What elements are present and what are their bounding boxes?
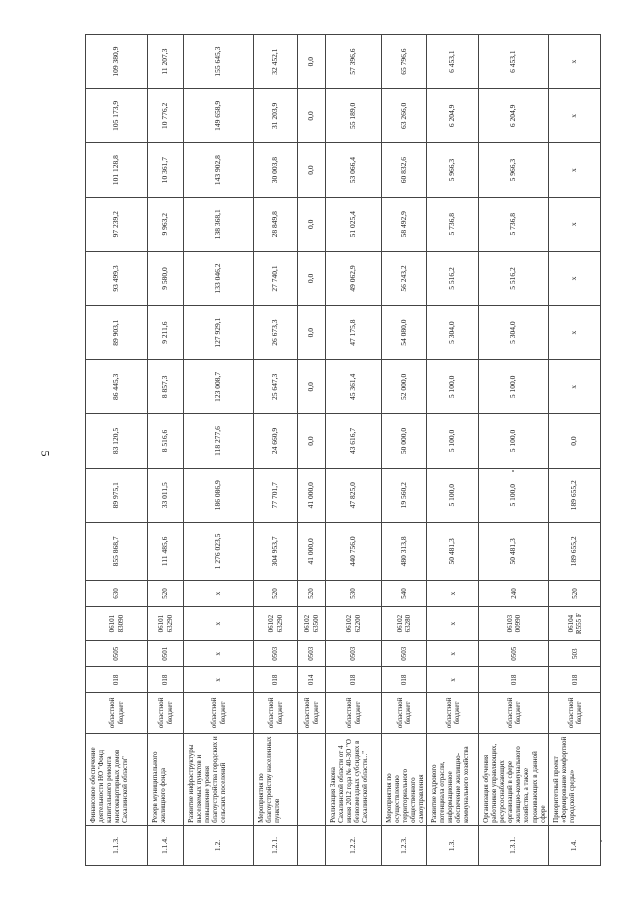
total-cell: 41 000,0 — [298, 522, 326, 580]
y2022-cell: 0,0 — [298, 35, 326, 89]
csr-code: x — [427, 607, 479, 641]
y2021-cell: 10 776,2 — [148, 89, 184, 143]
y2017-cell: 0,0 — [298, 306, 326, 360]
y2021-cell: x — [549, 89, 601, 143]
grbs-code: 018 — [549, 667, 601, 693]
y2021-cell: 6 204,9 — [427, 89, 479, 143]
csr-code: 06101 63290 — [148, 607, 184, 641]
vr-code: 520 — [254, 581, 298, 607]
y2015-cell: 118 277,6 — [184, 414, 254, 468]
budget-table-rotated — [85, 34, 583, 866]
row-index: 1.2. — [184, 825, 254, 865]
row-name: Развитие кадрового потенциала отрасли, информационное обеспечение жилищно-коммунального хозяйства — [427, 733, 479, 825]
y2014-cell: 89 975,1 — [86, 468, 148, 522]
y2022-cell: 57 396,6 — [326, 35, 382, 89]
rzpr-code: 0503 — [298, 641, 326, 667]
row-index: 1.1.3. — [86, 825, 148, 865]
y2014-cell: 5 100,0 — [427, 468, 479, 522]
y2019-cell: 138 368,1 — [184, 197, 254, 251]
row-index: 1.4. — [549, 825, 601, 865]
row-name — [298, 733, 326, 825]
y2015-cell: 24 660,9 — [254, 414, 298, 468]
y2019-cell: 58 492,9 — [382, 197, 427, 251]
table-row — [184, 35, 254, 866]
y2020-cell: 53 066,4 — [326, 143, 382, 197]
y2018-cell: 56 243,2 — [382, 251, 427, 305]
total-cell: 189 655,2 — [549, 522, 601, 580]
y2015-cell: 43 616,7 — [326, 414, 382, 468]
y2016-cell: x — [549, 360, 601, 414]
row-name: Мероприятия по осуществлению территориального общественного самоуправления — [382, 733, 427, 825]
y2021-cell: 31 203,9 — [254, 89, 298, 143]
y2022-cell: 155 645,3 — [184, 35, 254, 89]
y2020-cell: 143 902,8 — [184, 143, 254, 197]
table-row — [148, 35, 184, 866]
row-name: Организация обучения работников управляющих, ресурсоснабжающих организаций в сфере жилищно-коммунального хозяйства, а также проживающих в данной сфере — [479, 733, 549, 825]
y2016-cell: 5 100,0 — [427, 360, 479, 414]
y2021-cell: 55 189,0 — [326, 89, 382, 143]
y2018-cell: 27 740,1 — [254, 251, 298, 305]
row-index: 1.3.1. — [479, 825, 549, 865]
total-cell: 111 485,6 — [148, 522, 184, 580]
y2022-cell: 11 207,3 — [148, 35, 184, 89]
y2020-cell: 30 003,8 — [254, 143, 298, 197]
row-index — [298, 825, 326, 865]
vr-code: 520 — [549, 581, 601, 607]
table-row — [86, 35, 148, 866]
row-index: 1.2.3. — [382, 825, 427, 865]
csr-code: 06102 63280 — [382, 607, 427, 641]
rzpr-code: 0505 — [86, 641, 148, 667]
y2019-cell: 97 239,2 — [86, 197, 148, 251]
rzpr-code: x — [427, 641, 479, 667]
budget-table — [85, 34, 601, 866]
vr-code: 630 — [86, 581, 148, 607]
y2020-cell: 60 832,6 — [382, 143, 427, 197]
row-index: 1.1.4. — [148, 825, 184, 865]
funding-source: областной бюджет — [254, 693, 298, 733]
y2015-cell: 5 100,0 — [479, 414, 549, 468]
rzpr-code: 0503 — [382, 641, 427, 667]
csr-code: 06103 00990 — [479, 607, 549, 641]
row-name: Мероприятия по благоустройству населенных пунктов — [254, 733, 298, 825]
vr-code: x — [427, 581, 479, 607]
rzpr-code: 0505 — [479, 641, 549, 667]
y2019-cell: x — [549, 197, 601, 251]
y2014-cell: 5 100,0 — [479, 468, 549, 522]
csr-code: 06102 62200 — [326, 607, 382, 641]
csr-code: x — [184, 607, 254, 641]
y2015-cell: 83 120,5 — [86, 414, 148, 468]
y2022-cell: 6 453,1 — [479, 35, 549, 89]
y2020-cell: 101 128,8 — [86, 143, 148, 197]
rzpr-code: 0501 — [148, 641, 184, 667]
y2017-cell: 9 211,6 — [148, 306, 184, 360]
rzpr-code: 503 — [549, 641, 601, 667]
table-row — [549, 35, 601, 866]
y2015-cell: 50 000,0 — [382, 414, 427, 468]
csr-code: 06101 83090 — [86, 607, 148, 641]
y2017-cell: 5 304,0 — [479, 306, 549, 360]
y2016-cell: 86 445,3 — [86, 360, 148, 414]
y2016-cell: 8 857,3 — [148, 360, 184, 414]
y2020-cell: 10 361,7 — [148, 143, 184, 197]
grbs-code: 014 — [298, 667, 326, 693]
y2019-cell: 0,0 — [298, 197, 326, 251]
y2019-cell: 5 736,8 — [479, 197, 549, 251]
y2018-cell: 5 516,2 — [427, 251, 479, 305]
y2014-cell: 77 701,7 — [254, 468, 298, 522]
y2021-cell: 6 204,9 — [479, 89, 549, 143]
table-body — [86, 35, 601, 866]
row-index: 1.2.2. — [326, 825, 382, 865]
y2018-cell: 93 499,3 — [86, 251, 148, 305]
y2022-cell: 6 453,1 — [427, 35, 479, 89]
grbs-code: 018 — [148, 667, 184, 693]
page-number: 5 — [38, 450, 53, 457]
row-name: Резерв муниципального жилищного фонда — [148, 733, 184, 825]
vr-code: 530 — [326, 581, 382, 607]
y2022-cell: x — [549, 35, 601, 89]
table-row — [326, 35, 382, 866]
y2016-cell: 123 008,7 — [184, 360, 254, 414]
y2017-cell: 127 929,1 — [184, 306, 254, 360]
grbs-code: x — [184, 667, 254, 693]
y2018-cell: 49 062,9 — [326, 251, 382, 305]
funding-source: областной бюджет — [326, 693, 382, 733]
vr-code: 240 — [479, 581, 549, 607]
y2014-cell: 33 011,5 — [148, 468, 184, 522]
y2020-cell: 0,0 — [298, 143, 326, 197]
table-row — [382, 35, 427, 866]
y2017-cell: 26 673,3 — [254, 306, 298, 360]
funding-source: областной бюджет — [86, 693, 148, 733]
table-row — [479, 35, 549, 866]
rzpr-code: x — [184, 641, 254, 667]
row-index: 1.3. — [427, 825, 479, 865]
funding-source: областной бюджет — [549, 693, 601, 733]
y2020-cell: 5 966,3 — [427, 143, 479, 197]
grbs-code: 018 — [382, 667, 427, 693]
y2018-cell: 133 046,2 — [184, 251, 254, 305]
y2018-cell: x — [549, 251, 601, 305]
table-row — [254, 35, 298, 866]
csr-code: 06102 63500 — [298, 607, 326, 641]
y2020-cell: x — [549, 143, 601, 197]
row-name: Приоритетный проект «Формирование комфортной городской среды» — [549, 733, 601, 825]
y2015-cell: 0,0 — [298, 414, 326, 468]
y2021-cell: 0,0 — [298, 89, 326, 143]
rzpr-code: 0503 — [326, 641, 382, 667]
y2016-cell: 5 100,0 — [479, 360, 549, 414]
y2015-cell: 0,0 — [549, 414, 601, 468]
grbs-code: x — [427, 667, 479, 693]
table-row — [427, 35, 479, 866]
y2014-cell: 47 825,0 — [326, 468, 382, 522]
y2014-cell: 186 086,9 — [184, 468, 254, 522]
funding-source: областной бюджет — [298, 693, 326, 733]
y2021-cell: 105 173,9 — [86, 89, 148, 143]
grbs-code: 018 — [479, 667, 549, 693]
total-cell: 304 953,7 — [254, 522, 298, 580]
total-cell: 1 276 023,5 — [184, 522, 254, 580]
y2014-cell: 189 655,2 — [549, 468, 601, 522]
row-name: Реализация Закона Сахалинской области от 4 июня 2012 года № 40-ЗО "О безвозмездных субсидиях в Сахалинской области..." — [326, 733, 382, 825]
table-row — [298, 35, 326, 866]
y2021-cell: 149 658,9 — [184, 89, 254, 143]
rzpr-code: 0503 — [254, 641, 298, 667]
vr-code: 540 — [382, 581, 427, 607]
y2018-cell: 9 580,0 — [148, 251, 184, 305]
y2017-cell: 47 175,8 — [326, 306, 382, 360]
total-cell: 50 481,3 — [427, 522, 479, 580]
y2018-cell: 0,0 — [298, 251, 326, 305]
y2017-cell: x — [549, 306, 601, 360]
total-cell: 480 313,8 — [382, 522, 427, 580]
y2020-cell: 5 966,3 — [479, 143, 549, 197]
csr-code: 06104 R555 F — [549, 607, 601, 641]
grbs-code: 018 — [326, 667, 382, 693]
y2019-cell: 5 736,8 — [427, 197, 479, 251]
vr-code: 520 — [148, 581, 184, 607]
y2017-cell: 54 080,0 — [382, 306, 427, 360]
funding-source: областной бюджет — [184, 693, 254, 733]
funding-source: областной бюджет — [148, 693, 184, 733]
row-name: Финансовое обеспечение деятельности НО "Фонд капитального ремонта многоквартирных домов Сахалинской области" — [86, 733, 148, 825]
y2016-cell: 0,0 — [298, 360, 326, 414]
y2019-cell: 28 849,8 — [254, 197, 298, 251]
funding-source: областной бюджет — [382, 693, 427, 733]
y2017-cell: 89 903,1 — [86, 306, 148, 360]
y2022-cell: 65 796,6 — [382, 35, 427, 89]
y2017-cell: 5 304,0 — [427, 306, 479, 360]
y2022-cell: 109 380,9 — [86, 35, 148, 89]
y2019-cell: 9 963,2 — [148, 197, 184, 251]
y2016-cell: 45 361,4 — [326, 360, 382, 414]
y2021-cell: 63 266,0 — [382, 89, 427, 143]
y2022-cell: 32 452,1 — [254, 35, 298, 89]
y2014-cell: 19 560,2 — [382, 468, 427, 522]
row-index: 1.2.1. — [254, 825, 298, 865]
funding-source: областной бюджет — [427, 693, 479, 733]
y2015-cell: 5 100,0 — [427, 414, 479, 468]
y2019-cell: 51 025,4 — [326, 197, 382, 251]
y2016-cell: 52 000,0 — [382, 360, 427, 414]
vr-code: x — [184, 581, 254, 607]
funding-source: областной бюджет — [479, 693, 549, 733]
total-cell: 50 481,3 — [479, 522, 549, 580]
csr-code: 06102 63290 — [254, 607, 298, 641]
row-name: Развитие инфраструктуры выселяемых пунктов и повышение уровня благоустройства городских и сельских поселений — [184, 733, 254, 825]
y2018-cell: 5 516,2 — [479, 251, 549, 305]
y2014-cell: 41 000,0 — [298, 468, 326, 522]
total-cell: 440 756,0 — [326, 522, 382, 580]
total-cell: 855 868,7 — [86, 522, 148, 580]
y2016-cell: 25 647,3 — [254, 360, 298, 414]
grbs-code: 018 — [86, 667, 148, 693]
grbs-code: 018 — [254, 667, 298, 693]
vr-code: 520 — [298, 581, 326, 607]
y2015-cell: 8 516,6 — [148, 414, 184, 468]
